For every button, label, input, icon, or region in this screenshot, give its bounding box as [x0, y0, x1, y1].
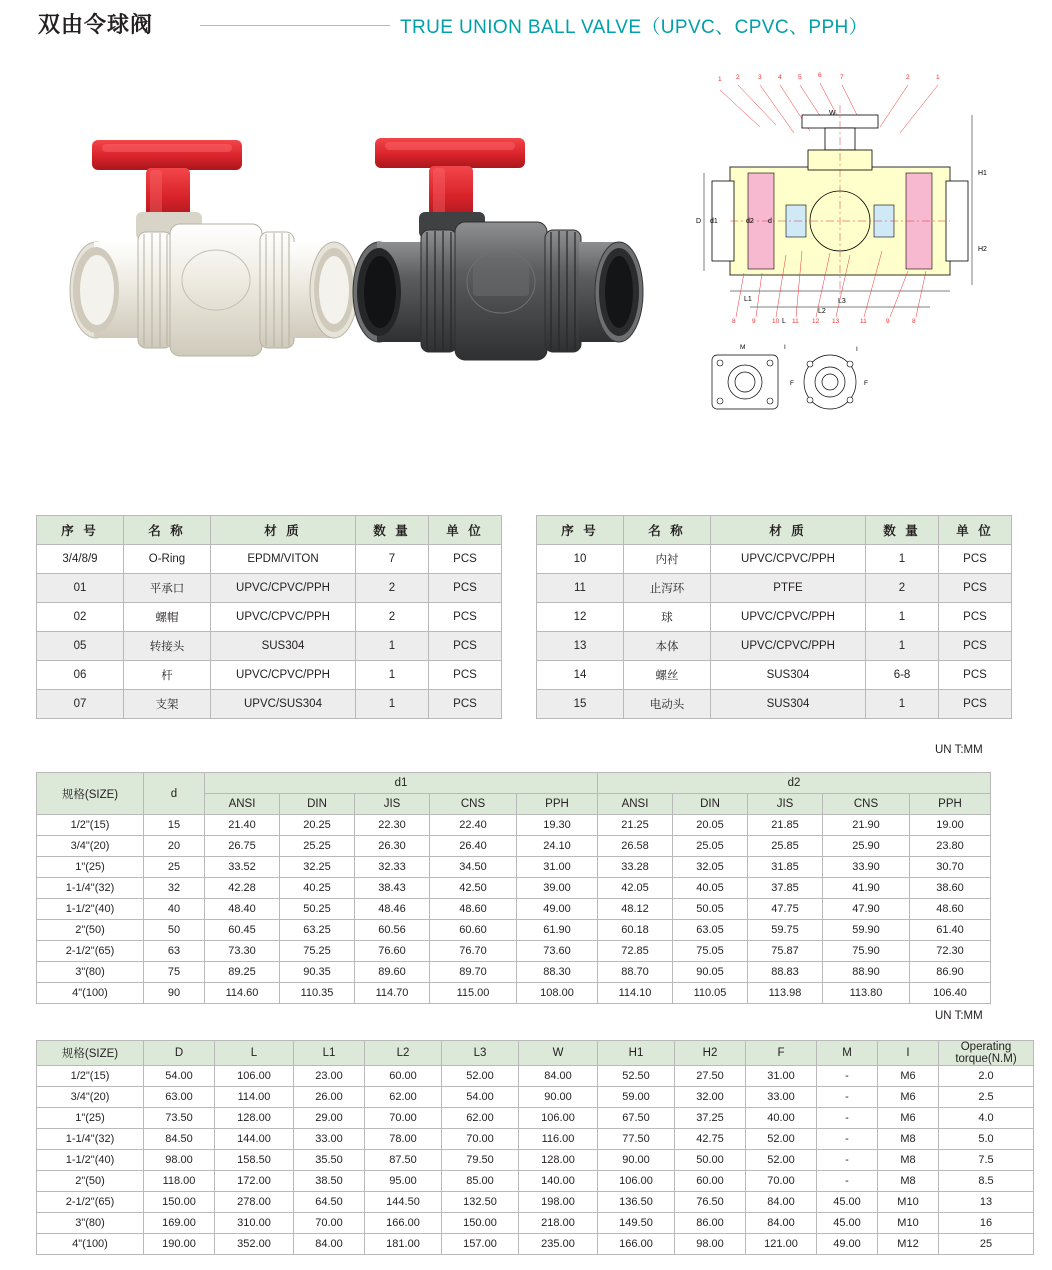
cell-size: 4"(100) [37, 983, 144, 1004]
svg-text:13: 13 [832, 318, 840, 325]
col-header-d1-jis: JIS [355, 794, 430, 815]
cell-d: 75 [144, 962, 205, 983]
svg-text:L: L [782, 318, 786, 325]
cell-unit: PCS [939, 574, 1012, 603]
table-row [37, 545, 502, 574]
svg-text:d: d [768, 218, 772, 225]
cell-no: 10 [537, 545, 624, 574]
cell-size: 4"(100) [37, 1234, 144, 1255]
cell-name: 杆 [124, 661, 211, 690]
page-header [0, 0, 1052, 50]
svg-text:3: 3 [758, 74, 762, 81]
valve-photos-svg [30, 95, 670, 395]
cell-qty: 2 [356, 603, 429, 632]
col-header-unit: 单 位 [429, 516, 502, 545]
cell-qty: 6-8 [866, 661, 939, 690]
table-row: 1"(25) 73.50 128.00 29.00 70.00 62.00 106.00 67.50 37.25 40.00 - M6 4.0 [37, 1108, 1034, 1129]
svg-text:12: 12 [812, 318, 820, 325]
svg-text:L2: L2 [818, 308, 826, 315]
cell-unit: PCS [939, 545, 1012, 574]
cell-name: 平承口 [124, 574, 211, 603]
col-header-qty: 数 量 [356, 516, 429, 545]
col-header-d1-din: DIN [280, 794, 355, 815]
col-header-no: 序 号 [37, 516, 124, 545]
cell-unit: PCS [429, 603, 502, 632]
col-header-D: D [144, 1041, 215, 1066]
cell-qty: 1 [866, 603, 939, 632]
cell-size: 1/2"(15) [37, 1066, 144, 1087]
svg-text:9: 9 [886, 318, 890, 325]
table-row: 4"(100) 90 114.60 110.35 114.70 115.00 108.00 114.10 110.05 113.98 113.80 106.40 [37, 983, 991, 1004]
col-header-qty: 数 量 [866, 516, 939, 545]
cell-material: UPVC/SUS304 [211, 690, 356, 719]
cell-unit: PCS [429, 661, 502, 690]
cell-size: 1-1/2"(40) [37, 899, 144, 920]
cell-d: 63 [144, 941, 205, 962]
table-header-row [37, 1041, 1034, 1066]
table-row: 1-1/4"(32) 32 42.28 40.25 38.43 42.50 39.00 42.05 40.05 37.85 41.90 38.60 [37, 878, 991, 899]
svg-text:F: F [864, 380, 868, 387]
col-header-material: 材 质 [711, 516, 866, 545]
unit-note-1: UN T:MM [935, 744, 983, 756]
cell-name: 球 [624, 603, 711, 632]
cell-qty: 1 [356, 632, 429, 661]
cell-size: 1-1/4"(32) [37, 1129, 144, 1150]
svg-text:1: 1 [718, 76, 722, 83]
table-row: 2"(50) 50 60.45 63.25 60.56 60.60 61.90 60.18 63.05 59.75 59.90 61.40 [37, 920, 991, 941]
table-row [37, 661, 502, 690]
svg-text:H1: H1 [978, 170, 987, 177]
col-header-M: M [817, 1041, 878, 1066]
col-header-d2-din: DIN [673, 794, 748, 815]
svg-text:9: 9 [752, 318, 756, 325]
cell-material: UPVC/CPVC/PPH [211, 603, 356, 632]
col-header-material: 材 质 [211, 516, 356, 545]
cell-size: 3"(80) [37, 962, 144, 983]
cell-qty: 1 [866, 690, 939, 719]
cell-size: 3"(80) [37, 1213, 144, 1234]
svg-text:2: 2 [906, 74, 910, 81]
col-header-unit: 单 位 [939, 516, 1012, 545]
svg-text:6: 6 [818, 72, 822, 79]
table-header-row [37, 516, 502, 545]
table-header-row [537, 516, 1012, 545]
col-header-L3: L3 [442, 1041, 519, 1066]
cell-no: 15 [537, 690, 624, 719]
cell-no: 14 [537, 661, 624, 690]
table-row: 1-1/2"(40) 98.00 158.50 35.50 87.50 79.50 128.00 90.00 50.00 52.00 - M8 7.5 [37, 1150, 1034, 1171]
col-header-d1-ansi: ANSI [205, 794, 280, 815]
svg-text:8: 8 [732, 318, 736, 325]
cell-qty: 1 [356, 661, 429, 690]
col-header-L1: L1 [294, 1041, 365, 1066]
table-row [537, 632, 1012, 661]
table-row: 1/2"(15) 15 21.40 20.25 22.30 22.40 19.30 21.25 20.05 21.85 21.90 19.00 [37, 815, 991, 836]
table-row: 3/4"(20) 20 26.75 25.25 26.30 26.40 24.10 26.58 25.05 25.85 25.90 23.80 [37, 836, 991, 857]
col-header-H1: H1 [598, 1041, 675, 1066]
svg-text:H2: H2 [978, 246, 987, 253]
cell-material: UPVC/CPVC/PPH [711, 545, 866, 574]
valve-light [70, 140, 358, 356]
table-row [37, 603, 502, 632]
cell-no: 12 [537, 603, 624, 632]
cell-no: 3/4/8/9 [37, 545, 124, 574]
col-header-L2: L2 [365, 1041, 442, 1066]
cell-size: 3/4"(20) [37, 1087, 144, 1108]
cell-no: 02 [37, 603, 124, 632]
table-row: 3/4"(20) 63.00 114.00 26.00 62.00 54.00 90.00 59.00 32.00 33.00 - M6 2.5 [37, 1087, 1034, 1108]
cell-no: 05 [37, 632, 124, 661]
cell-qty: 2 [866, 574, 939, 603]
cell-name: 转接头 [124, 632, 211, 661]
col-header-d2-ansi: ANSI [598, 794, 673, 815]
col-header-d2-cns: CNS [823, 794, 910, 815]
svg-text:10: 10 [772, 318, 780, 325]
cell-unit: PCS [939, 603, 1012, 632]
table-row: 2"(50) 118.00 172.00 38.50 95.00 85.00 140.00 106.00 60.00 70.00 - M8 8.5 [37, 1171, 1034, 1192]
table-row [37, 690, 502, 719]
cell-qty: 1 [866, 632, 939, 661]
cell-name: 本体 [624, 632, 711, 661]
table-row [537, 661, 1012, 690]
cell-size: 1-1/4"(32) [37, 878, 144, 899]
table-row: 2-1/2"(65) 150.00 278.00 64.50 144.50 132.50 198.00 136.50 76.50 84.00 45.00 M10 13 [37, 1192, 1034, 1213]
cell-material: UPVC/CPVC/PPH [711, 603, 866, 632]
table-row: 3"(80) 169.00 310.00 70.00 166.00 150.00 218.00 149.50 86.00 84.00 45.00 M10 16 [37, 1213, 1034, 1234]
cell-material: SUS304 [711, 661, 866, 690]
svg-text:1: 1 [936, 74, 940, 81]
cell-size: 1"(25) [37, 857, 144, 878]
svg-text:L3: L3 [838, 298, 846, 305]
cell-size: 1/2"(15) [37, 815, 144, 836]
valve-dark [353, 138, 643, 360]
col-header-H2: H2 [675, 1041, 746, 1066]
cell-material: UPVC/CPVC/PPH [711, 632, 866, 661]
svg-text:I: I [856, 346, 858, 353]
col-header-F: F [746, 1041, 817, 1066]
col-group-header-d1: d1 [205, 773, 598, 794]
title-divider-rule [200, 25, 390, 26]
col-header-d1-pph: PPH [517, 794, 598, 815]
table-row [537, 603, 1012, 632]
cell-size: 2"(50) [37, 920, 144, 941]
cell-name: 支架 [124, 690, 211, 719]
col-header-d1-cns: CNS [430, 794, 517, 815]
parts-table-right [536, 515, 1012, 719]
svg-text:5: 5 [798, 74, 802, 81]
page-title-en: TRUE UNION BALL VALVE（UPVC、CPVC、PPH） [400, 17, 869, 38]
svg-text:F: F [790, 380, 794, 387]
cell-size: 2-1/2"(65) [37, 941, 144, 962]
cell-material: UPVC/CPVC/PPH [211, 574, 356, 603]
table-row: 1-1/2"(40) 40 48.40 50.25 48.46 48.60 49.00 48.12 50.05 47.75 47.90 48.60 [37, 899, 991, 920]
col-header-size: 规格(SIZE) [37, 773, 144, 815]
technical-drawing [690, 55, 1040, 475]
cell-size: 2-1/2"(65) [37, 1192, 144, 1213]
col-header-no: 序 号 [537, 516, 624, 545]
table-row [37, 574, 502, 603]
parts-table-left [36, 515, 502, 719]
cell-name: 电动头 [624, 690, 711, 719]
col-header-d: d [144, 773, 205, 815]
cell-no: 06 [37, 661, 124, 690]
cell-unit: PCS [429, 690, 502, 719]
cell-d: 20 [144, 836, 205, 857]
cell-unit: PCS [429, 545, 502, 574]
cell-unit: PCS [939, 632, 1012, 661]
cell-material: UPVC/CPVC/PPH [211, 661, 356, 690]
cell-qty: 1 [356, 690, 429, 719]
dimension-table-d1-d2 [36, 772, 991, 1004]
cell-material: SUS304 [711, 690, 866, 719]
table-row: 1/2"(15) 54.00 106.00 23.00 60.00 52.00 84.00 52.50 27.50 31.00 - M6 2.0 [37, 1066, 1034, 1087]
cell-unit: PCS [429, 574, 502, 603]
product-photo-group [30, 95, 670, 395]
table-row: 1-1/4"(32) 84.50 144.00 33.00 78.00 70.00 116.00 77.50 42.75 52.00 - M8 5.0 [37, 1129, 1034, 1150]
svg-text:11: 11 [792, 318, 799, 325]
cell-no: 13 [537, 632, 624, 661]
col-header-I: I [878, 1041, 939, 1066]
svg-text:8: 8 [912, 318, 916, 325]
table-row: 2-1/2"(65) 63 73.30 75.25 76.60 76.70 73.60 72.85 75.05 75.87 75.90 72.30 [37, 941, 991, 962]
svg-text:7: 7 [840, 74, 844, 81]
cell-unit: PCS [429, 632, 502, 661]
svg-text:W: W [829, 110, 836, 117]
dimension-table-main [36, 1040, 1034, 1255]
svg-text:L1: L1 [744, 296, 752, 303]
table-row [537, 690, 1012, 719]
col-header-name: 名 称 [124, 516, 211, 545]
table-row: 1"(25) 25 33.52 32.25 32.33 34.50 31.00 33.28 32.05 31.85 33.90 30.70 [37, 857, 991, 878]
cell-name: 螺帽 [124, 603, 211, 632]
svg-text:D: D [696, 218, 702, 225]
col-header-W: W [519, 1041, 598, 1066]
col-header-torque: Operating torque(N.M) [939, 1041, 1034, 1066]
cell-size: 2"(50) [37, 1171, 144, 1192]
col-header-name: 名 称 [624, 516, 711, 545]
cell-unit: PCS [939, 690, 1012, 719]
col-header-d2-jis: JIS [748, 794, 823, 815]
cell-size: 1"(25) [37, 1108, 144, 1129]
cell-qty: 7 [356, 545, 429, 574]
col-header-size: 规格(SIZE) [37, 1041, 144, 1066]
col-header-L: L [215, 1041, 294, 1066]
cell-d: 25 [144, 857, 205, 878]
svg-text:d2: d2 [746, 218, 754, 225]
unit-note-2: UN T:MM [935, 1010, 983, 1022]
cell-d: 40 [144, 899, 205, 920]
cell-name: 止泻环 [624, 574, 711, 603]
cell-d: 50 [144, 920, 205, 941]
cell-d: 32 [144, 878, 205, 899]
cell-no: 11 [537, 574, 624, 603]
cell-d: 15 [144, 815, 205, 836]
cell-qty: 1 [866, 545, 939, 574]
page-title-cn: 双由令球阀 [38, 12, 154, 37]
cell-no: 07 [37, 690, 124, 719]
cell-size: 1-1/2"(40) [37, 1150, 144, 1171]
svg-text:I: I [784, 344, 786, 351]
cell-qty: 2 [356, 574, 429, 603]
table-row [537, 545, 1012, 574]
cell-material: PTFE [711, 574, 866, 603]
cell-d: 90 [144, 983, 205, 1004]
cell-name: 内衬 [624, 545, 711, 574]
svg-text:d1: d1 [710, 218, 718, 225]
cell-name: 螺丝 [624, 661, 711, 690]
svg-text:2: 2 [736, 74, 740, 81]
cell-unit: PCS [939, 661, 1012, 690]
table-row: 4"(100) 190.00 352.00 84.00 181.00 157.00 235.00 166.00 98.00 121.00 49.00 M12 25 [37, 1234, 1034, 1255]
cell-material: SUS304 [211, 632, 356, 661]
col-group-header-d2: d2 [598, 773, 991, 794]
cell-material: EPDM/VITON [211, 545, 356, 574]
table-header-row-1 [37, 773, 991, 794]
cell-name: O-Ring [124, 545, 211, 574]
svg-text:4: 4 [778, 74, 782, 81]
table-row [37, 632, 502, 661]
table-row [537, 574, 1012, 603]
svg-text:11: 11 [860, 318, 867, 325]
svg-text:M: M [740, 344, 746, 351]
table-row: 3"(80) 75 89.25 90.35 89.60 89.70 88.30 88.70 90.05 88.83 88.90 86.90 [37, 962, 991, 983]
cell-size: 3/4"(20) [37, 836, 144, 857]
col-header-d2-pph: PPH [910, 794, 991, 815]
cell-no: 01 [37, 574, 124, 603]
